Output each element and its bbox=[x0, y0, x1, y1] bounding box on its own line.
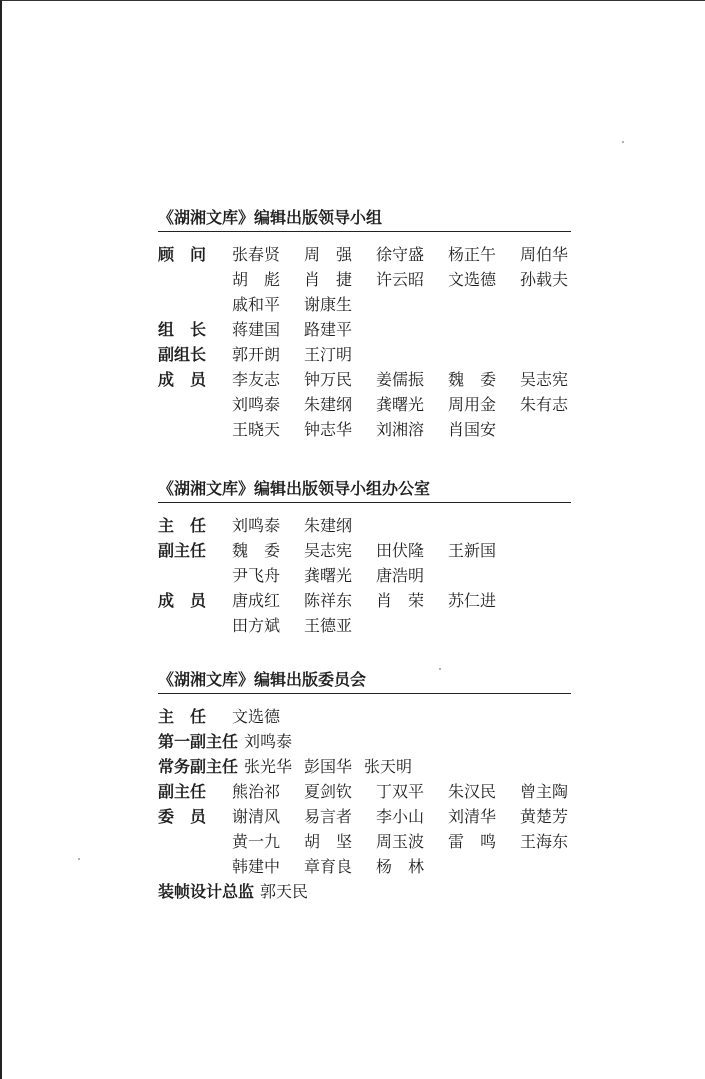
member-names bbox=[260, 879, 308, 904]
scan-speck bbox=[78, 858, 80, 860]
member-row bbox=[158, 242, 571, 267]
member-names bbox=[232, 804, 592, 829]
section-heading: 《湖湘文库》编辑出版委员会 bbox=[158, 667, 571, 694]
role-label: 组 长 bbox=[158, 320, 207, 339]
member-name: 胡 彪 bbox=[232, 270, 281, 289]
member-name: 郭天民 bbox=[260, 882, 309, 901]
member-name: 朱建纲 bbox=[304, 395, 353, 414]
member-name: 田方斌 bbox=[232, 616, 281, 635]
role-label: 主 任 bbox=[158, 707, 207, 726]
member-name: 王德亚 bbox=[304, 616, 353, 635]
role-label bbox=[158, 417, 232, 442]
member-name: 文选德 bbox=[448, 270, 497, 289]
role-label: 第一副主任 bbox=[158, 732, 239, 751]
role-label: 成 员 bbox=[158, 370, 207, 389]
member-name: 肖 捷 bbox=[304, 270, 353, 289]
member-name: 周伯华 bbox=[520, 245, 569, 264]
member-name: 肖 荣 bbox=[376, 591, 425, 610]
role-label bbox=[158, 829, 232, 854]
member-name: 张光华 bbox=[244, 757, 293, 776]
member-row bbox=[158, 729, 571, 754]
member-name: 杨正午 bbox=[448, 245, 497, 264]
member-row bbox=[158, 267, 571, 292]
member-names bbox=[232, 704, 304, 729]
member-name: 周玉波 bbox=[376, 832, 425, 851]
member-row bbox=[158, 754, 571, 779]
member-name: 龚曙光 bbox=[304, 566, 353, 585]
member-name: 蒋建国 bbox=[232, 320, 281, 339]
member-name: 李友志 bbox=[232, 370, 281, 389]
member-names bbox=[232, 292, 376, 317]
member-row bbox=[158, 613, 571, 638]
member-name: 郭开朗 bbox=[232, 345, 281, 364]
section-heading: 《湖湘文库》编辑出版领导小组办公室 bbox=[158, 476, 571, 503]
member-row bbox=[158, 342, 571, 367]
role-label: 常务副主任 bbox=[158, 757, 239, 776]
member-name: 吴志宪 bbox=[520, 370, 569, 389]
member-name: 章育良 bbox=[304, 857, 353, 876]
role-label: 成 员 bbox=[158, 591, 207, 610]
role-label bbox=[158, 854, 232, 879]
member-name: 唐成红 bbox=[232, 591, 281, 610]
role-label: 委 员 bbox=[158, 807, 207, 826]
member-row bbox=[158, 392, 571, 417]
member-name: 曾主陶 bbox=[520, 782, 569, 801]
member-row bbox=[158, 292, 571, 317]
member-name: 吴志宪 bbox=[304, 541, 353, 560]
member-names bbox=[232, 417, 520, 442]
member-names bbox=[232, 538, 520, 563]
role-label bbox=[158, 613, 232, 638]
member-name: 刘鸣泰 bbox=[232, 516, 281, 535]
member-name: 苏仁进 bbox=[448, 591, 497, 610]
member-name: 王汀明 bbox=[304, 345, 353, 364]
member-name: 王晓天 bbox=[232, 420, 281, 439]
member-name: 田伏隆 bbox=[376, 541, 425, 560]
member-name: 谢清风 bbox=[232, 807, 281, 826]
member-names bbox=[232, 854, 448, 879]
member-names bbox=[244, 754, 412, 779]
member-name: 黄楚芳 bbox=[520, 807, 569, 826]
member-name: 徐守盛 bbox=[376, 245, 425, 264]
role-label: 副组长 bbox=[158, 345, 207, 364]
member-name: 路建平 bbox=[304, 320, 353, 339]
member-row bbox=[158, 563, 571, 588]
member-name: 龚曙光 bbox=[376, 395, 425, 414]
member-name: 王新国 bbox=[448, 541, 497, 560]
section-2 bbox=[158, 476, 571, 638]
member-name: 李小山 bbox=[376, 807, 425, 826]
member-name: 谢康生 bbox=[304, 295, 353, 314]
member-row bbox=[158, 417, 571, 442]
member-name: 刘鸣泰 bbox=[244, 732, 293, 751]
member-name: 尹飞舟 bbox=[232, 566, 281, 585]
member-name: 杨 林 bbox=[376, 857, 425, 876]
member-name: 胡 坚 bbox=[304, 832, 353, 851]
member-name: 易言者 bbox=[304, 807, 353, 826]
scan-speck bbox=[622, 141, 624, 143]
member-names bbox=[232, 317, 376, 342]
member-name: 周 强 bbox=[304, 245, 353, 264]
member-name: 刘清华 bbox=[448, 807, 497, 826]
member-names bbox=[232, 342, 376, 367]
member-names bbox=[232, 242, 592, 267]
member-name: 周用金 bbox=[448, 395, 497, 414]
member-names bbox=[232, 829, 592, 854]
member-name: 钟志华 bbox=[304, 420, 353, 439]
member-name: 姜儒振 bbox=[376, 370, 425, 389]
member-name: 夏剑钦 bbox=[304, 782, 353, 801]
member-row bbox=[158, 854, 571, 879]
member-name: 张春贤 bbox=[232, 245, 281, 264]
member-name: 魏 委 bbox=[232, 541, 281, 560]
role-label: 主 任 bbox=[158, 516, 207, 535]
section-heading: 《湖湘文库》编辑出版领导小组 bbox=[158, 205, 571, 232]
member-names bbox=[232, 563, 448, 588]
member-name: 彭国华 bbox=[304, 757, 353, 776]
role-label: 副主任 bbox=[158, 782, 207, 801]
member-name: 张天明 bbox=[364, 757, 413, 776]
member-name: 肖国安 bbox=[448, 420, 497, 439]
member-row bbox=[158, 804, 571, 829]
member-row bbox=[158, 704, 571, 729]
member-names bbox=[232, 367, 592, 392]
role-label bbox=[158, 267, 232, 292]
member-name: 朱建纲 bbox=[304, 516, 353, 535]
member-name: 孙载夫 bbox=[520, 270, 569, 289]
section-3 bbox=[158, 667, 571, 904]
member-name: 文选德 bbox=[232, 707, 281, 726]
member-row bbox=[158, 829, 571, 854]
member-name: 钟万民 bbox=[304, 370, 353, 389]
member-row bbox=[158, 588, 571, 613]
member-name: 黄一九 bbox=[232, 832, 281, 851]
member-names bbox=[232, 588, 520, 613]
member-name: 雷 鸣 bbox=[448, 832, 497, 851]
role-label: 装帧设计总监 bbox=[158, 882, 255, 901]
member-names bbox=[232, 513, 376, 538]
member-row bbox=[158, 879, 571, 904]
role-label bbox=[158, 292, 232, 317]
role-label: 副主任 bbox=[158, 541, 207, 560]
member-name: 许云昭 bbox=[376, 270, 425, 289]
member-name: 戚和平 bbox=[232, 295, 281, 314]
member-names bbox=[232, 267, 592, 292]
member-row bbox=[158, 538, 571, 563]
member-names bbox=[244, 729, 292, 754]
member-name: 陈祥东 bbox=[304, 591, 353, 610]
member-row bbox=[158, 779, 571, 804]
member-row bbox=[158, 317, 571, 342]
member-name: 朱汉民 bbox=[448, 782, 497, 801]
member-name: 丁双平 bbox=[376, 782, 425, 801]
member-name: 韩建中 bbox=[232, 857, 281, 876]
member-name: 唐浩明 bbox=[376, 566, 425, 585]
member-row bbox=[158, 513, 571, 538]
role-label bbox=[158, 392, 232, 417]
role-label: 顾 问 bbox=[158, 245, 207, 264]
member-row bbox=[158, 367, 571, 392]
role-label bbox=[158, 563, 232, 588]
section-1 bbox=[158, 205, 571, 442]
member-names bbox=[232, 779, 592, 804]
member-names bbox=[232, 613, 376, 638]
member-names bbox=[232, 392, 592, 417]
member-name: 魏 委 bbox=[448, 370, 497, 389]
member-name: 王海东 bbox=[520, 832, 569, 851]
member-name: 刘鸣泰 bbox=[232, 395, 281, 414]
member-name: 熊治祁 bbox=[232, 782, 281, 801]
member-name: 刘湘溶 bbox=[376, 420, 425, 439]
member-name: 朱有志 bbox=[520, 395, 569, 414]
